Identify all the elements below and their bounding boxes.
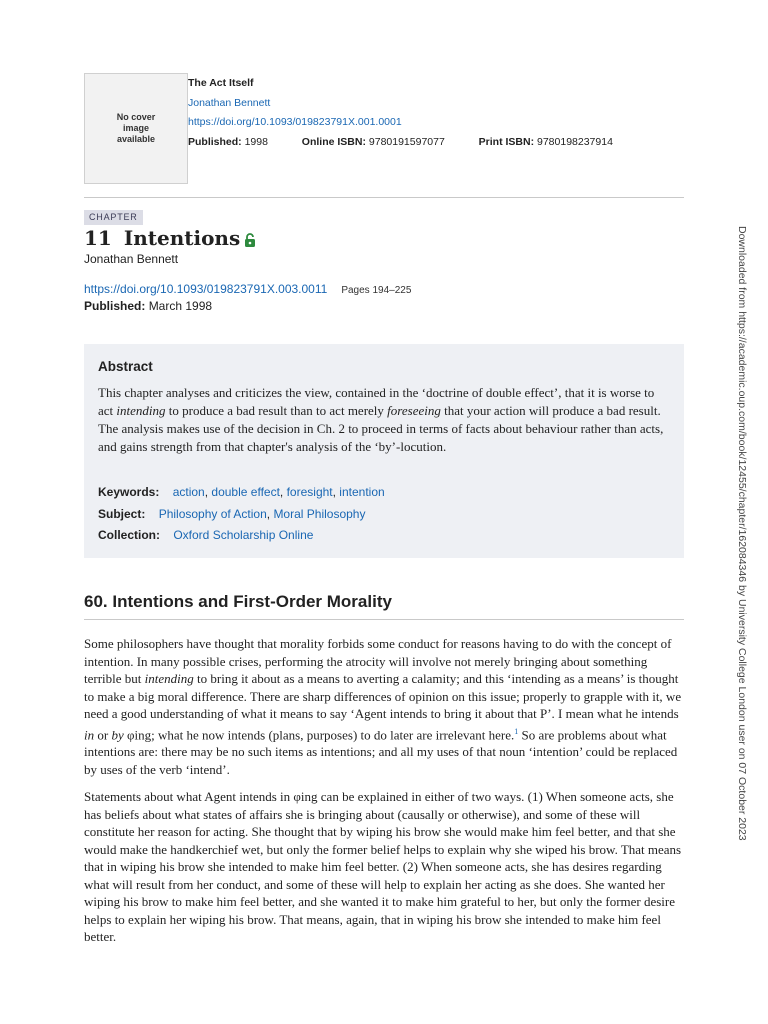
book-author-link[interactable]: Jonathan Bennett: [188, 96, 271, 109]
keyword-link[interactable]: double effect: [211, 485, 280, 499]
open-access-lock-icon: [244, 228, 256, 252]
header-divider: [84, 197, 684, 198]
print-isbn-label: Print ISBN:: [478, 135, 535, 148]
book-title[interactable]: The Act Itself: [188, 77, 254, 89]
footnote-ref[interactable]: 1: [514, 726, 519, 736]
paragraph-2: Statements about what Agent intends in φing can be explained in either of two ways. (1) When someone acts, she has beliefs about what states of affairs she is bringing about (causally or otherwise), and some of these will constitute her reason for acting. She thought that by wiping his brow she would make him feel better, and that she would make the handkerchief wet, but only the former belief helps to explain why she wiped his brow. That means that in wiping his brow she intended to make him feel better. (2) When someone acts, she has desires regarding what will result from her conduct, and some of these will help to explain her acting as she does. She wanted her wiping his brow to make him feel better, and she wanted it to make him grateful to her, but only the former desire helps to explain her wiping his brow. That means, again, that in wiping his brow she intended to make him feel better.: [84, 789, 682, 944]
abstract-heading: Abstract: [98, 359, 153, 374]
book-published-value: 1998: [244, 135, 268, 148]
download-watermark: [736, 226, 750, 841]
chapter-number: 11: [84, 226, 112, 250]
keyword-link[interactable]: intention: [339, 485, 385, 499]
chapter-title-text: Intentions: [123, 226, 241, 250]
book-doi-link[interactable]: https://doi.org/10.1093/019823791X.001.0001: [188, 116, 402, 128]
book-meta-row: [188, 133, 617, 153]
chapter-doi-row: [84, 282, 411, 296]
subject-row: Subject: Philosophy of Action, Moral Philosophy: [98, 507, 366, 521]
keyword-link[interactable]: action: [172, 485, 205, 499]
subject-label: Subject:: [98, 507, 146, 521]
print-isbn-value: 9780198237914: [537, 135, 613, 148]
abstract-box: [84, 344, 684, 558]
keyword-link[interactable]: foresight: [286, 485, 333, 499]
section-heading: 60. Intentions and First‐Order Morality: [84, 592, 392, 611]
collection-row: [98, 528, 313, 542]
chapter-badge: CHAPTER: [84, 210, 143, 225]
chapter-published: [84, 299, 212, 313]
keywords-row: Keywords: action, double effect, foresight, intention: [98, 485, 385, 499]
cover-text: No cover image available: [116, 112, 156, 144]
collection-label: Collection:: [98, 528, 160, 542]
section-divider: [84, 619, 684, 620]
download-watermark-text: Downloaded from https://academic.oup.com/book/12455/chapter/162084346 by University College London user on 07 October 2023: [736, 226, 748, 841]
subject-link[interactable]: Philosophy of Action: [158, 507, 267, 521]
paragraph-1: Some philosophers have thought that morality forbids some conduct for reasons having to do with the concept of intention. In many possible crises, performing the atrocity will involve not merely bringing about something terrible but intending to bring it about as a means to averting a calamity; and this ‘intending as a means’ is thought to make a big moral difference. There are sharp differences of opinion on this issue; properly to grapple with it, we need a good understanding of what it means to say ‘Agent intends to bring it about that P’. I mean what he intends in or by φing; what he now intends (plans, purposes) to do later are irrelevant here.$^1$ So are problems about what intentions are: there may be no such items as intentions; and all my uses of that noun ‘intention’ could be replaced by uses of the verb ‘intend’.: [84, 636, 682, 777]
chapter-doi-link[interactable]: https://doi.org/10.1093/019823791X.003.0011: [84, 282, 328, 296]
chapter-pages: Pages 194–225: [341, 285, 412, 296]
chapter-published-label: Published:: [84, 299, 146, 313]
chapter-author: Jonathan Bennett: [84, 252, 179, 266]
keywords-label: Keywords:: [98, 485, 160, 499]
book-published-label: Published:: [188, 135, 242, 148]
online-isbn-value: 9780191597077: [368, 135, 445, 148]
chapter-published-value: March 1998: [148, 299, 213, 313]
abstract-text: This chapter analyses and criticizes the view, contained in the ‘doctrine of double effect’, that it is worse to act intending to produce a bad result than to act merely foreseeing that your action will produce a bad result. The analysis makes use of the decision in Ch. 2 to proceed in terms of facts about behaviour rather than acts, and gains strength from that chapter's analysis of the ‘by’-locution.: [98, 385, 664, 454]
no-cover-placeholder: [84, 73, 188, 184]
chapter-title: [84, 226, 256, 252]
collection-link[interactable]: Oxford Scholarship Online: [173, 528, 314, 542]
online-isbn-label: Online ISBN:: [301, 135, 366, 148]
subject-link[interactable]: Moral Philosophy: [273, 507, 366, 521]
book-info: [188, 74, 617, 152]
